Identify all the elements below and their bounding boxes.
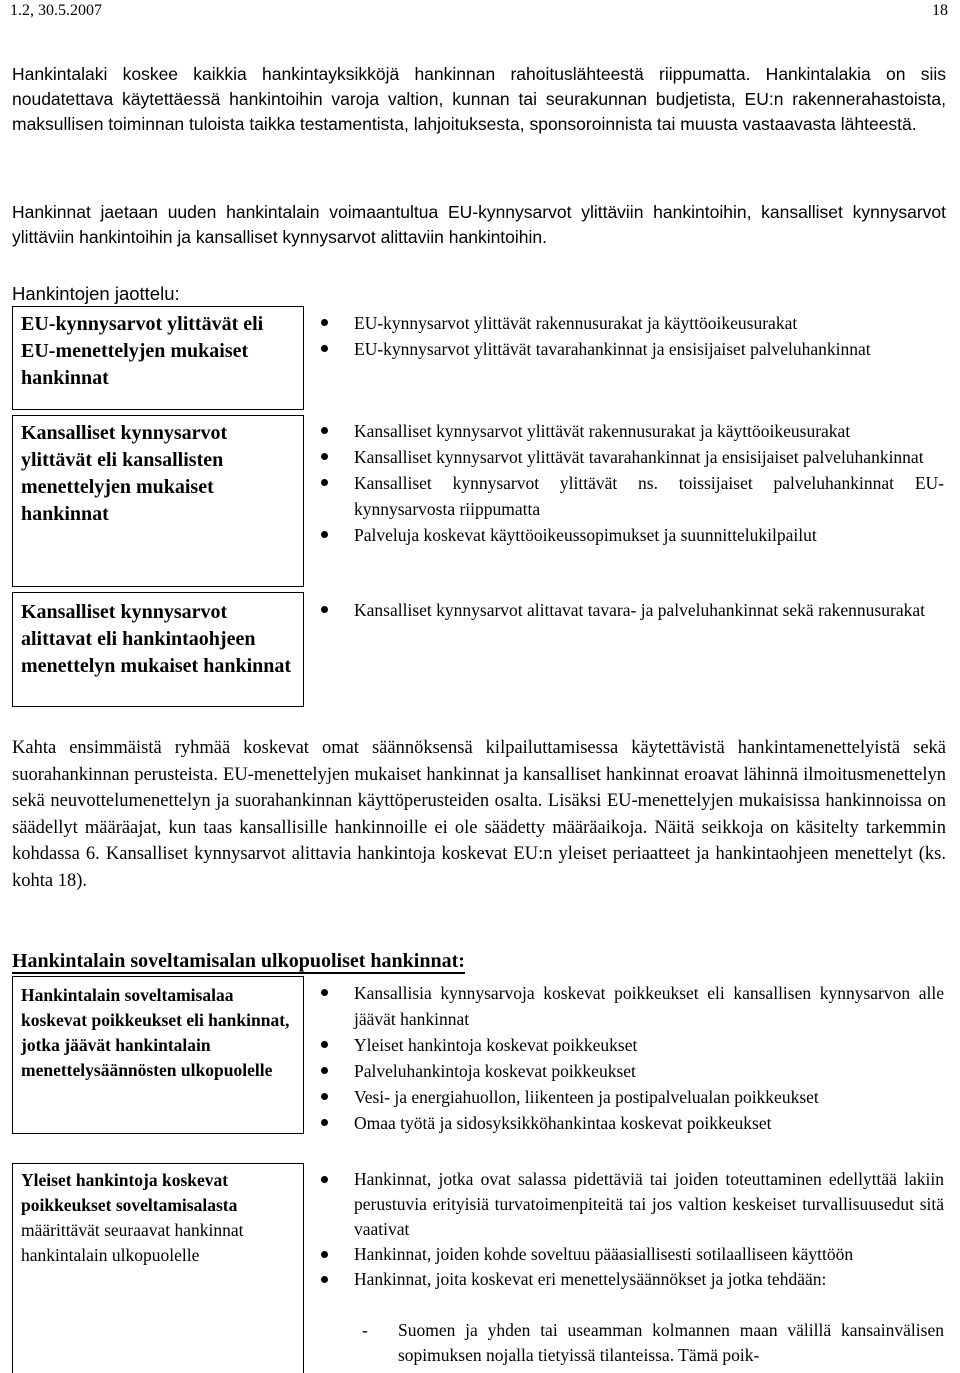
exclusion-box-general-title: Yleiset hankintoja koskevat poikkeukset soveltamisalasta (21, 1170, 238, 1215)
list-item: Kansalliset kynnysarvot ylittävät rakennusurakat ja käyttöoikeusurakat (318, 418, 944, 444)
exclusion-box-scope: Hankintalain soveltamisalaa koskevat poikkeukset eli hankinnat, jotka jäävät hankintalain menettelysäännösten ulkopuolelle (12, 976, 304, 1134)
list-item: Hankinnat, joiden kohde soveltuu pääasiallisesti sotilaalliseen käyttöön (318, 1242, 944, 1267)
list-item: Hankinnat, joita koskevat eri menettelysäännökset ja jotka tehdään: (318, 1267, 944, 1292)
list-item: Omaa työtä ja sidosyksikköhankintaa koskevat poikkeukset (318, 1110, 944, 1136)
group-list-eu (318, 310, 944, 362)
dash-marker: - (362, 1320, 368, 1340)
group-box-national: Kansalliset kynnysarvot ylittävät eli kansallisten menettelyjen mukaiset hankinnat (12, 415, 304, 587)
group-box-eu: EU-kynnysarvot ylittävät eli EU-menettelyjen mukaiset hankinnat (12, 306, 304, 410)
section-heading-exclusions (12, 948, 465, 974)
sub-list-item (358, 1318, 944, 1368)
list-item: Kansallisia kynnysarvoja koskevat poikkeukset eli kansallisen kynnysarvon alle jäävät hankinnat (318, 980, 944, 1032)
sub-list-item-text: Suomen ja yhden tai useamman kolmannen maan välillä kansainvälisen sopimuksen nojalla tietyissä tilanteissa. Tämä poik- (398, 1320, 944, 1365)
list-item: Kansalliset kynnysarvot ylittävät ns. toissijaiset palveluhankinnat EU-kynnysarvosta riippumatta (318, 470, 944, 522)
intro-paragraph: Hankintalaki koskee kaikkia hankintayksikköjä hankinnan rahoituslähteestä riippumatta. Hankintalakia on siis noudatettava käytettäessä hankintoihin varoja valtion, kunnan tai seurakunnan budjetista, EU:n rakennerahastoista, maksullisen toiminnan tuloista taikka testamentista, lahjoituksesta, sponsoroinnista tai muusta vastaavasta lähteestä. (12, 64, 946, 134)
section-heading-exclusions-text: Hankintalain soveltamisalan ulkopuoliset hankinnat: (12, 950, 465, 972)
procedures-paragraph: Kahta ensimmäistä ryhmää koskevat omat säännöksensä kilpailuttamisessa käytettävistä hankintamenettelyistä sekä suorahankinnan perusteista. EU-menettelyjen mukaiset hankinnat ja kansalliset hankinnat eroavat lähinnä ilmoitusmenettelyn sekä neuvottelumenettelyn ja suorahankinnan käyttöperusteiden osalta. Lisäksi EU-menettelyjen mukaisissa hankinnoissa on säädellyt määräajat, kun taas kansallisille hankinnoille ei ole säädetty määräaikoja. Näitä seikkoja on käsitelty tarkemmin kohdassa 6. Kansalliset kynnysarvot alittavia hankintoja koskevat EU:n yleiset periaatteet ja hankintaohjeen menettelyt (ks. kohta 18). (12, 738, 946, 891)
group-box-below-threshold: Kansalliset kynnysarvot alittavat eli hankintaohjeen menettelyn mukaiset hankinnat (12, 592, 304, 707)
list-item: Palveluja koskevat käyttöoikeussopimukset ja suunnittelukilpailut (318, 522, 944, 548)
list-item: Kansalliset kynnysarvot alittavat tavara- ja palveluhankinnat sekä rakennusurakat (318, 597, 944, 623)
group-list-below-threshold (318, 597, 944, 623)
list-item: EU-kynnysarvot ylittävät tavarahankinnat ja ensisijaiset palveluhankinnat (318, 336, 944, 362)
exclusion-list-scope (318, 980, 944, 1136)
document-version-date: 1.2, 30.5.2007 (10, 2, 102, 19)
page-number: 18 (932, 2, 948, 19)
section-heading-division: Hankintojen jaottelu: (12, 283, 180, 304)
exclusion-box-general-text: määrittävät seuraavat hankinnat hankintalain ulkopuolelle (21, 1220, 244, 1265)
list-item: Yleiset hankintoja koskevat poikkeukset (318, 1032, 944, 1058)
list-item: EU-kynnysarvot ylittävät rakennusurakat ja käyttöoikeusurakat (318, 310, 944, 336)
list-item: Kansalliset kynnysarvot ylittävät tavarahankinnat ja ensisijaiset palveluhankinnat (318, 444, 944, 470)
list-item: Hankinnat, jotka ovat salassa pidettäviä tai joiden toteuttaminen edellyttää lakiin perustuvia erityisiä turvatoimenpiteitä tai jos valtion keskeiset turvallisuusedut sitä vaativat (318, 1167, 944, 1242)
list-item: Palveluhankintoja koskevat poikkeukset (318, 1058, 944, 1084)
group-list-national (318, 418, 944, 548)
page-header (0, 0, 960, 26)
exclusion-list-general (318, 1167, 944, 1292)
list-item: Vesi- ja energiahuollon, liikenteen ja postipalvelualan poikkeukset (318, 1084, 944, 1110)
exclusion-box-general (12, 1163, 304, 1373)
division-paragraph: Hankinnat jaetaan uuden hankintalain voimaantultua EU-kynnysarvot ylittäviin hankintoihin, kansalliset kynnysarvot ylittäviin hankintoihin ja kansalliset kynnysarvot alittaviin hankintoihin. (12, 202, 946, 247)
